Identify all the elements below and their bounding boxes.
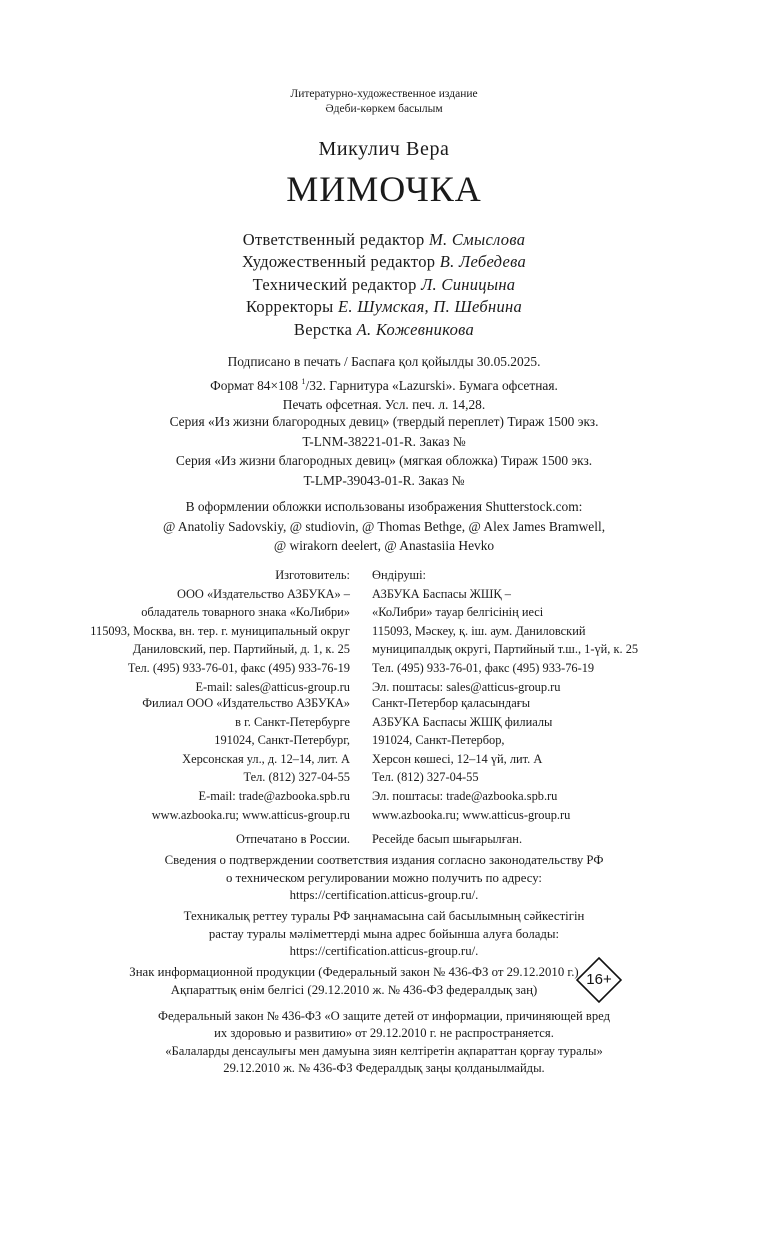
websites-ru: www.azbooka.ru; www.atticus-group.ru	[151, 808, 350, 822]
certification-kz	[0, 908, 768, 961]
certification-url: https://certification.atticus-group.ru/.	[289, 944, 479, 958]
manufacturer-ru	[90, 566, 350, 696]
address-line: 191024, Санкт-Петербург,	[214, 733, 350, 748]
edition-type	[0, 87, 768, 117]
address-line: муниципалдық округі, Партийный т.ш., 1-үй, к. 25	[372, 642, 639, 657]
credit-line	[0, 251, 768, 273]
series-hardcover: Серия «Из жизни благородных девиц» (твердый переплет) Тираж 1500 экз.	[169, 414, 599, 429]
email-line: Эл. поштасы: trade@azbooka.spb.ru	[372, 788, 558, 803]
certification-line: растау туралы мәліметтерді мына адрес бойынша алуға болады:	[208, 926, 560, 941]
credit-role: Технический редактор	[252, 274, 417, 294]
genre-kz: Әдеби-көркем басылым	[325, 103, 443, 115]
author-name: Микулич Вера	[318, 138, 450, 160]
phone-line: Тел. (495) 933-76-01, факс (495) 933-76-19	[372, 660, 595, 675]
address-line: АЗБУКА Баспасы ЖШҚ –	[372, 586, 511, 601]
certification-line: Сведения о подтверждении соответствия издания согласно законодательству РФ	[164, 853, 604, 867]
credit-person: М. Смыслова	[428, 230, 526, 249]
info-product-sign	[0, 964, 738, 999]
print-method: Печать офсетная. Усл. печ. л. 14,28.	[282, 397, 486, 413]
print-details	[0, 352, 768, 415]
law-notice	[0, 1008, 768, 1078]
credit-role: Художественный редактор	[241, 252, 436, 272]
address-line: Даниловский, пер. Партийный, д. 1, к. 25	[132, 642, 350, 657]
printed-in-ru: Отпечатано в России.	[236, 832, 350, 846]
address-line: АЗБУКА Баспасы ЖШҚ филиалы	[372, 714, 553, 729]
printed-in-kz: Ресейде басып шығарылған.	[372, 832, 523, 846]
address-line: 115093, Москва, вн. тер. г. муниципальный округ	[90, 623, 350, 638]
editorial-credits	[0, 229, 768, 341]
email-line: E-mail: trade@azbooka.spb.ru	[198, 788, 350, 803]
branch-kz	[372, 694, 557, 806]
info-sign-line: Знак информационной продукции (Федеральный закон № 436-ФЗ от 29.12.2010 г.)	[129, 965, 579, 979]
cover-credit-line: В оформлении обложки использованы изображения Shutterstock.com:	[185, 499, 583, 514]
credit-line	[0, 229, 768, 251]
credit-role: Верстка	[293, 319, 353, 339]
order-code-softcover: T-LMP-39043-01-R. Заказ №	[303, 472, 465, 488]
address-line: Херсон көшесі, 12–14 үй, лит. А	[372, 751, 543, 766]
address-line: в г. Санкт-Петербурге	[235, 714, 350, 729]
branch-heading: Санкт-Петербор қаласындағы	[372, 696, 531, 710]
address-line: обладатель товарного знака «КоЛибри»	[141, 605, 350, 620]
genre-ru: Литературно-художественное издание	[290, 88, 478, 100]
signed-to-print: Подписано в печать / Баспаға қол қойылды 30.05.2025.	[227, 354, 541, 369]
manufacturer-heading: Изготовитель:	[275, 568, 350, 582]
series-info	[0, 412, 768, 490]
phone-line: Тел. (495) 933-76-01, факс (495) 933-76-19	[127, 660, 350, 675]
certification-url: https://certification.atticus-group.ru/.	[289, 888, 479, 902]
cover-credit-line: @ Anatoliy Sadovskiy, @ studiovin, @ Thomas Bethge, @ Alex James Bramwell,	[162, 518, 606, 534]
credit-person: В. Лебедева	[439, 252, 527, 272]
age-rating-badge	[576, 957, 622, 1003]
book-title: МИМОЧКА	[286, 169, 482, 209]
series-softcover: Серия «Из жизни благородных девиц» (мягкая обложка) Тираж 1500 экз.	[175, 453, 593, 469]
info-sign-line: Ақпараттық өнім белгісі (29.12.2010 ж. № 436-ФЗ федералдық заң)	[170, 982, 538, 997]
law-notice-line: Федеральный закон № 436-ФЗ «О защите детей от информации, причиняющей вред	[158, 1009, 610, 1023]
cover-image-credits	[0, 497, 768, 556]
cover-credit-line: @ wirakorn deelert, @ Anastasiia Hevko	[273, 538, 495, 554]
certification-line: о техническом регулировании можно получить по адресу:	[226, 870, 542, 885]
law-notice-line: их здоровью и развитию» от 29.12.2010 г. не распространяется.	[214, 1026, 554, 1041]
certification-ru	[0, 852, 768, 905]
address-line: ООО «Издательство АЗБУКА» –	[177, 586, 350, 601]
law-notice-line: 29.12.2010 ж. № 436-ФЗ Федералдық заңы қолданылмайды.	[223, 1061, 545, 1076]
credit-role: Ответственный редактор	[242, 230, 425, 249]
format-line: Формат 84×108 $^1$/32. Гарнитура «Lazurski». Бумага офсетная.	[210, 376, 558, 393]
websites-kz: www.azbooka.ru; www.atticus-group.ru	[372, 808, 571, 822]
credit-person: А. Кожевникова	[356, 319, 475, 339]
phone-line: Тел. (812) 327-04-55	[243, 770, 350, 785]
credit-line	[0, 274, 768, 296]
credit-person: Е. Шумская, П. Шебнина	[338, 297, 523, 317]
address-line: 191024, Санкт-Петербор,	[372, 733, 505, 748]
credit-person: Л. Синицына	[421, 274, 516, 294]
address-line: 115093, Мәскеу, қ. іш. аум. Даниловский	[372, 623, 586, 638]
email-line: E-mail: sales@atticus-group.ru	[195, 679, 350, 694]
manufacturer-kz	[372, 566, 638, 696]
address-line: Херсонская ул., д. 12–14, лит. А	[182, 751, 350, 766]
credit-line	[0, 319, 768, 341]
branch-heading: Филиал ООО «Издательство АЗБУКА»	[142, 696, 350, 710]
certification-line: Техникалық реттеу туралы РФ заңнамасына сай басылымның сәйкестігін	[183, 909, 585, 923]
order-code-hardcover: T-LNM-38221-01-R. Заказ №	[302, 433, 466, 449]
law-notice-line: «Балаларды денсаулығы мен дамуына зиян келтіретін ақпараттан қорғау туралы»	[165, 1043, 603, 1058]
email-line: Эл. поштасы: sales@atticus-group.ru	[372, 679, 561, 694]
branch-ru	[142, 694, 350, 806]
manufacturer-heading: Өндіруші:	[372, 568, 426, 582]
age-rating-label: 16+	[586, 971, 612, 988]
credit-line	[0, 296, 768, 318]
address-line: «КоЛибри» тауар белгісінің иесі	[372, 605, 544, 620]
phone-line: Тел. (812) 327-04-55	[372, 770, 479, 785]
credit-role: Корректоры	[245, 297, 334, 317]
